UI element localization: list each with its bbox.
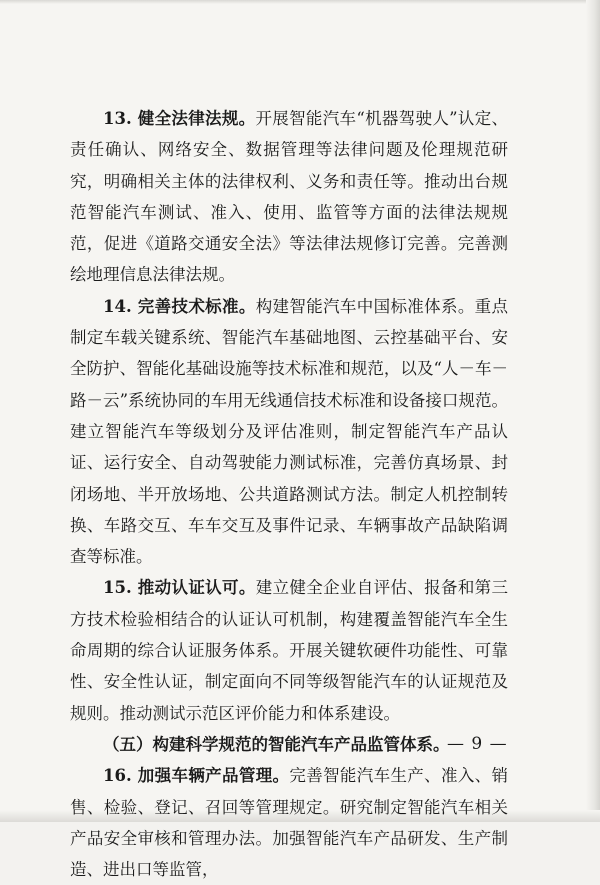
paragraph-body: 建立健全企业自评估、报备和第三方技术检验相结合的认证认可机制，构建覆盖智能汽车全生命周期的综合认证服务体系。开展关键软硬件功能性、可靠性、安全性认证，制定面向不同等级智能汽车的认证规范及规则。推动测试示范区评价能力和体系建设。 <box>70 578 509 723</box>
paragraph-body: 构建智能汽车中国标准体系。重点制定车载关键系统、智能汽车基础地图、云控基础平台、安全防护、智能化基础设施等技术标准和规范，以及“人－车－路－云”系统协同的车用无线通信技术标准和设备接口规范。建立智能汽车等级划分及评估准则，制定智能汽车产品认证、运行安全、自动驾驶能力测试标准，完善仿真场景、封闭场地、半开放场地、公共道路测试方法。制定人机控制转换、车路交互、车车交互及事件记录、车辆事故产品缺陷调查等标准。 <box>70 296 509 567</box>
paragraph-13 <box>70 103 508 291</box>
paragraph-heading: 13. 健全法律法规。 <box>103 109 256 128</box>
paragraph-heading: 16. 加强车辆产品管理。 <box>103 766 290 786</box>
paragraph-15 <box>70 572 508 728</box>
page-number: — 9 — <box>447 734 508 754</box>
paragraph-heading: 15. 推动认证认可。 <box>103 578 256 598</box>
paragraph-heading: 14. 完善技术标准。 <box>103 296 256 316</box>
paragraph-body: 完善智能汽车生产、准入、销售、检验、登记、召回等管理规定。研究制定智能汽车相关产品安全审核和管理办法。加强智能汽车产品研发、生产制造、进出口等监管， <box>70 766 509 880</box>
section-heading: （五）构建科学规范的智能汽车产品监管体系。 <box>103 734 450 754</box>
scan-edge-right <box>586 0 600 822</box>
paragraph-16 <box>70 760 508 885</box>
paragraph-14 <box>70 291 508 573</box>
paragraph-body: 开展智能汽车“机器驾驶人”认定、责任确认、网络安全、数据管理等法律问题及伦理规范研究，明确相关主体的法律权利、义务和责任等。推动出台规范智能汽车测试、准入、使用、监管等方面的法律法规规范，促进《道路交通安全法》等法律法规修订完善。完善测绘地理信息法律法规。 <box>70 109 509 285</box>
document-body <box>70 103 508 885</box>
scan-edge-top <box>0 0 600 4</box>
